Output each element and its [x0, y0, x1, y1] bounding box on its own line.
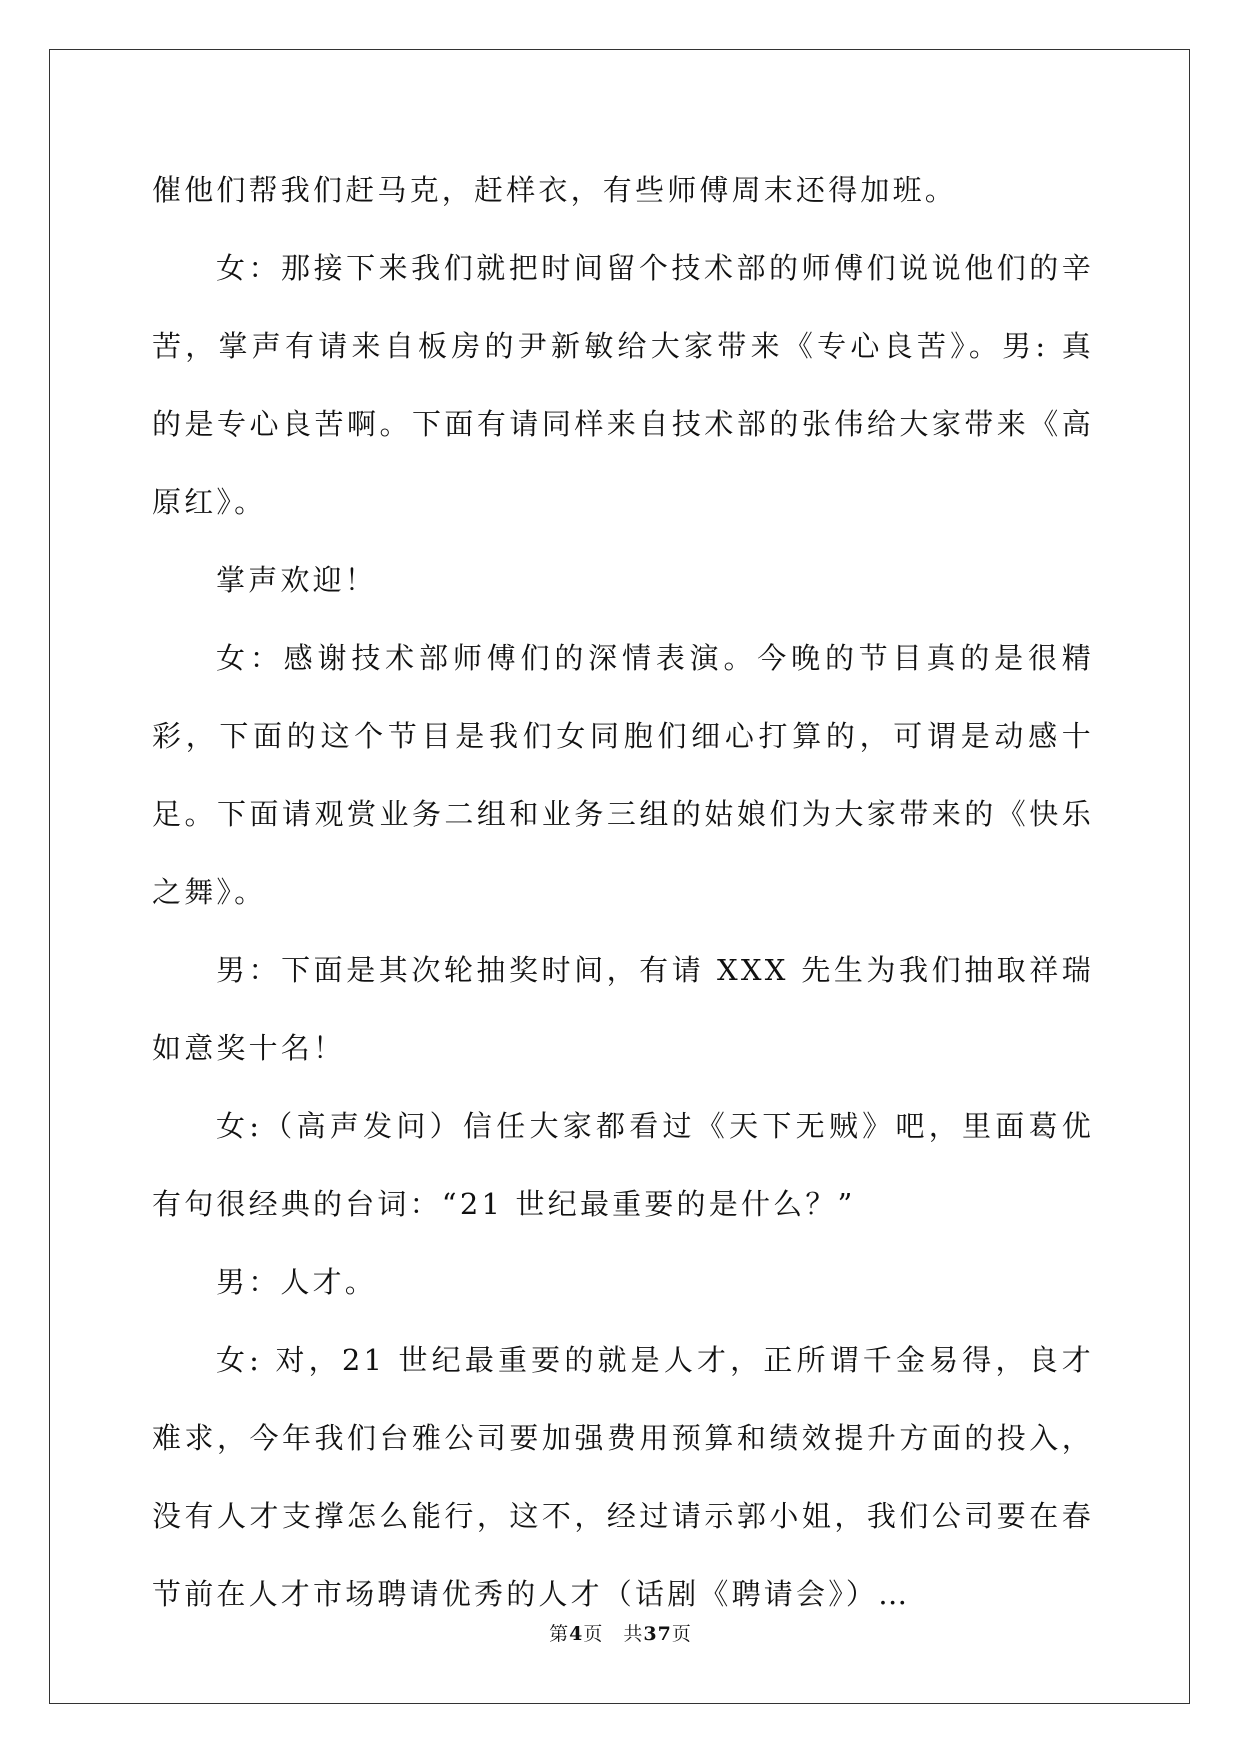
total-label-prefix: 共 [623, 1623, 644, 1645]
paragraph: 女:（高声发问）信任大家都看过《天下无贼》吧，里面葛优有句很经典的台词：“21 世纪最重要的是什么？” [152, 1109, 1094, 1221]
paragraph: 女: 对，21 世纪最重要的就是人才，正所谓千金易得，良才难求，今年我们台雅公司要加强费用预算和绩效提升方面的投入，没有人才支撑怎么能行，这不，经过请示郭小姐，我们公司要在春节前在人才市场聘请优秀的人才（话剧《聘请会》）… [152, 1343, 1094, 1611]
page-label-prefix: 第 [549, 1623, 570, 1645]
document-body [152, 151, 1094, 1633]
page-label-suffix: 页 [583, 1623, 604, 1645]
paragraph: 掌声欢迎！ [216, 563, 378, 597]
total-label-suffix: 页 [671, 1623, 692, 1645]
paragraph: 催他们帮我们赶马克，赶样衣，有些师傅周末还得加班。 [152, 173, 958, 207]
page-number: 4 [569, 1623, 584, 1645]
paragraph: 男：人才。 [216, 1265, 378, 1299]
page-footer [0, 1622, 1241, 1646]
total-pages: 37 [643, 1623, 672, 1645]
paragraph: 男：下面是其次轮抽奖时间，有请 XXX 先生为我们抽取祥瑞如意奖十名！ [152, 953, 1094, 1065]
paragraph: 女：那接下来我们就把时间留个技术部的师傅们说说他们的辛苦，掌声有请来自板房的尹新敏给大家带来《专心良苦》。男: 真的是专心良苦啊。下面有请同样来自技术部的张伟给大家带来《高原红》。 [152, 251, 1094, 519]
paragraph: 女：感谢技术部师傅们的深情表演。今晚的节目真的是很精彩，下面的这个节目是我们女同胞们细心打算的，可谓是动感十足。下面请观赏业务二组和业务三组的姑娘们为大家带来的《快乐之舞》。 [152, 641, 1094, 909]
